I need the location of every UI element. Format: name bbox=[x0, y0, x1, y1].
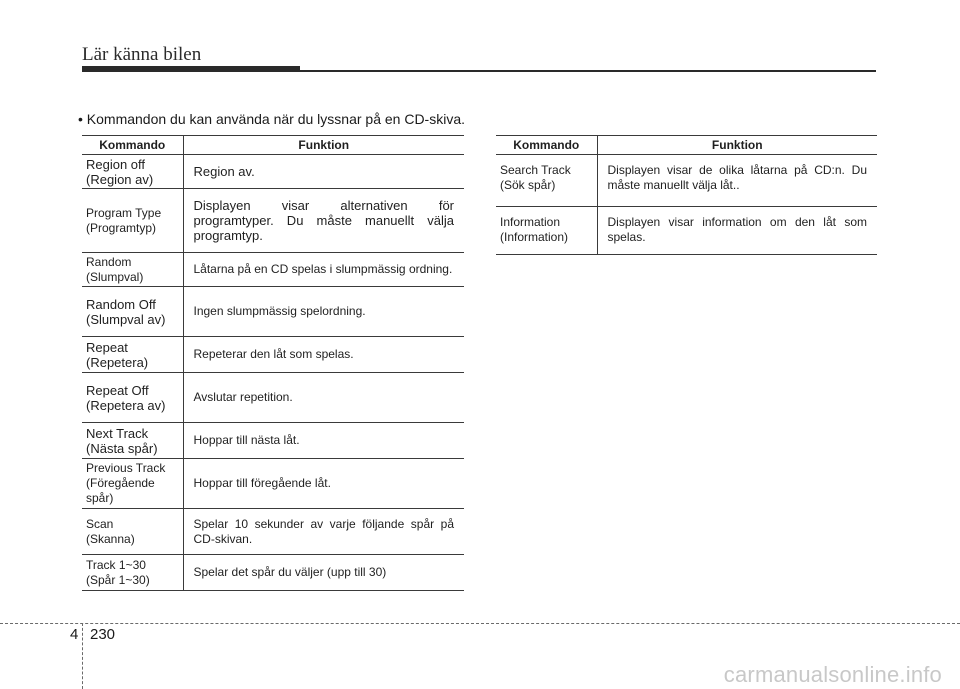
table-row bbox=[82, 253, 464, 287]
function-cell: Avslutar repetition. bbox=[183, 373, 464, 423]
command-line: (Repetera) bbox=[86, 354, 149, 370]
command-line: (Information) bbox=[500, 230, 569, 244]
table-row bbox=[496, 155, 877, 207]
command-line: (Repetera av) bbox=[86, 397, 166, 413]
command-cell bbox=[82, 423, 183, 459]
command-line: spår) bbox=[86, 491, 114, 505]
table-row bbox=[82, 337, 464, 373]
command-line: Next Track bbox=[86, 425, 149, 441]
command-cell bbox=[496, 207, 597, 255]
page-header-title: Lär känna bilen bbox=[82, 44, 202, 65]
function-cell: Displayen visar information om den låt som spelas. bbox=[597, 207, 877, 255]
command-cell bbox=[496, 155, 597, 207]
column-header-command: Kommando bbox=[496, 136, 597, 155]
command-cell bbox=[82, 287, 183, 337]
function-cell: Ingen slumpmässig spelordning. bbox=[183, 287, 464, 337]
command-line: Random bbox=[86, 254, 132, 269]
command-line: (Region av) bbox=[86, 171, 154, 187]
command-cell bbox=[82, 337, 183, 373]
table-row bbox=[82, 555, 464, 591]
watermark-text: carmanualsonline.info bbox=[723, 662, 942, 687]
function-cell: Hoppar till nästa låt. bbox=[183, 423, 464, 459]
command-cell bbox=[82, 509, 183, 555]
table-row bbox=[82, 287, 464, 337]
command-cell bbox=[82, 555, 183, 591]
table-row bbox=[82, 509, 464, 555]
command-cell bbox=[82, 155, 183, 189]
table-row bbox=[82, 459, 464, 509]
command-line: (Nästa spår) bbox=[86, 440, 158, 456]
command-line: (Slumpval) bbox=[86, 269, 144, 284]
column-header-command: Kommando bbox=[82, 136, 183, 155]
header-rule-thin bbox=[300, 70, 876, 72]
table-row bbox=[82, 373, 464, 423]
command-table-left bbox=[82, 135, 464, 591]
command-cell bbox=[82, 189, 183, 253]
column-header-function: Funktion bbox=[183, 136, 464, 155]
page-number: 230 bbox=[90, 626, 116, 643]
function-cell: Spelar 10 sekunder av varje följande spår på CD-skivan. bbox=[183, 509, 464, 555]
function-cell: Region av. bbox=[183, 155, 464, 189]
function-cell: Hoppar till föregående låt. bbox=[183, 459, 464, 509]
footer-divider-vertical bbox=[82, 623, 83, 689]
table-row bbox=[82, 189, 464, 253]
command-line: (Slumpval av) bbox=[86, 311, 166, 327]
command-line: Region off bbox=[86, 156, 146, 172]
command-line: Track 1~30 bbox=[86, 557, 146, 572]
command-table-right bbox=[496, 135, 877, 255]
command-line: Scan bbox=[86, 516, 114, 531]
command-line: (Skanna) bbox=[86, 531, 135, 546]
command-line: Search Track bbox=[500, 163, 571, 177]
command-line: Repeat bbox=[86, 339, 128, 355]
command-line: (Programtyp) bbox=[86, 220, 157, 235]
footer-divider bbox=[0, 623, 960, 624]
command-line: Information bbox=[500, 215, 561, 229]
intro-text: • Kommandon du kan använda när du lyssnar på en CD-skiva. bbox=[78, 111, 466, 127]
command-line: (Sök spår) bbox=[500, 178, 556, 192]
command-line: Program Type bbox=[86, 205, 162, 220]
command-line: (Föregående bbox=[86, 476, 155, 490]
command-cell bbox=[82, 253, 183, 287]
function-cell: Displayen visar de olika låtarna på CD:n. Du måste manuellt välja låt.. bbox=[597, 155, 877, 207]
command-line: Random Off bbox=[86, 296, 156, 312]
function-cell: Spelar det spår du väljer (upp till 30) bbox=[183, 555, 464, 591]
table-row bbox=[82, 423, 464, 459]
function-cell: Låtarna på en CD spelas i slumpmässig ordning. bbox=[183, 253, 464, 287]
column-header-function: Funktion bbox=[597, 136, 877, 155]
chapter-number: 4 bbox=[70, 626, 79, 643]
command-line: Repeat Off bbox=[86, 382, 149, 398]
command-cell bbox=[82, 373, 183, 423]
command-line: Previous Track bbox=[86, 461, 166, 475]
table-row bbox=[82, 155, 464, 189]
header-rule-thick bbox=[82, 66, 300, 72]
function-cell: Displayen visar alternativen för programtyper. Du måste manuellt välja programtyp. bbox=[183, 189, 464, 253]
command-cell bbox=[82, 459, 183, 509]
function-cell: Repeterar den låt som spelas. bbox=[183, 337, 464, 373]
table-row bbox=[496, 207, 877, 255]
command-line: (Spår 1~30) bbox=[86, 572, 150, 587]
